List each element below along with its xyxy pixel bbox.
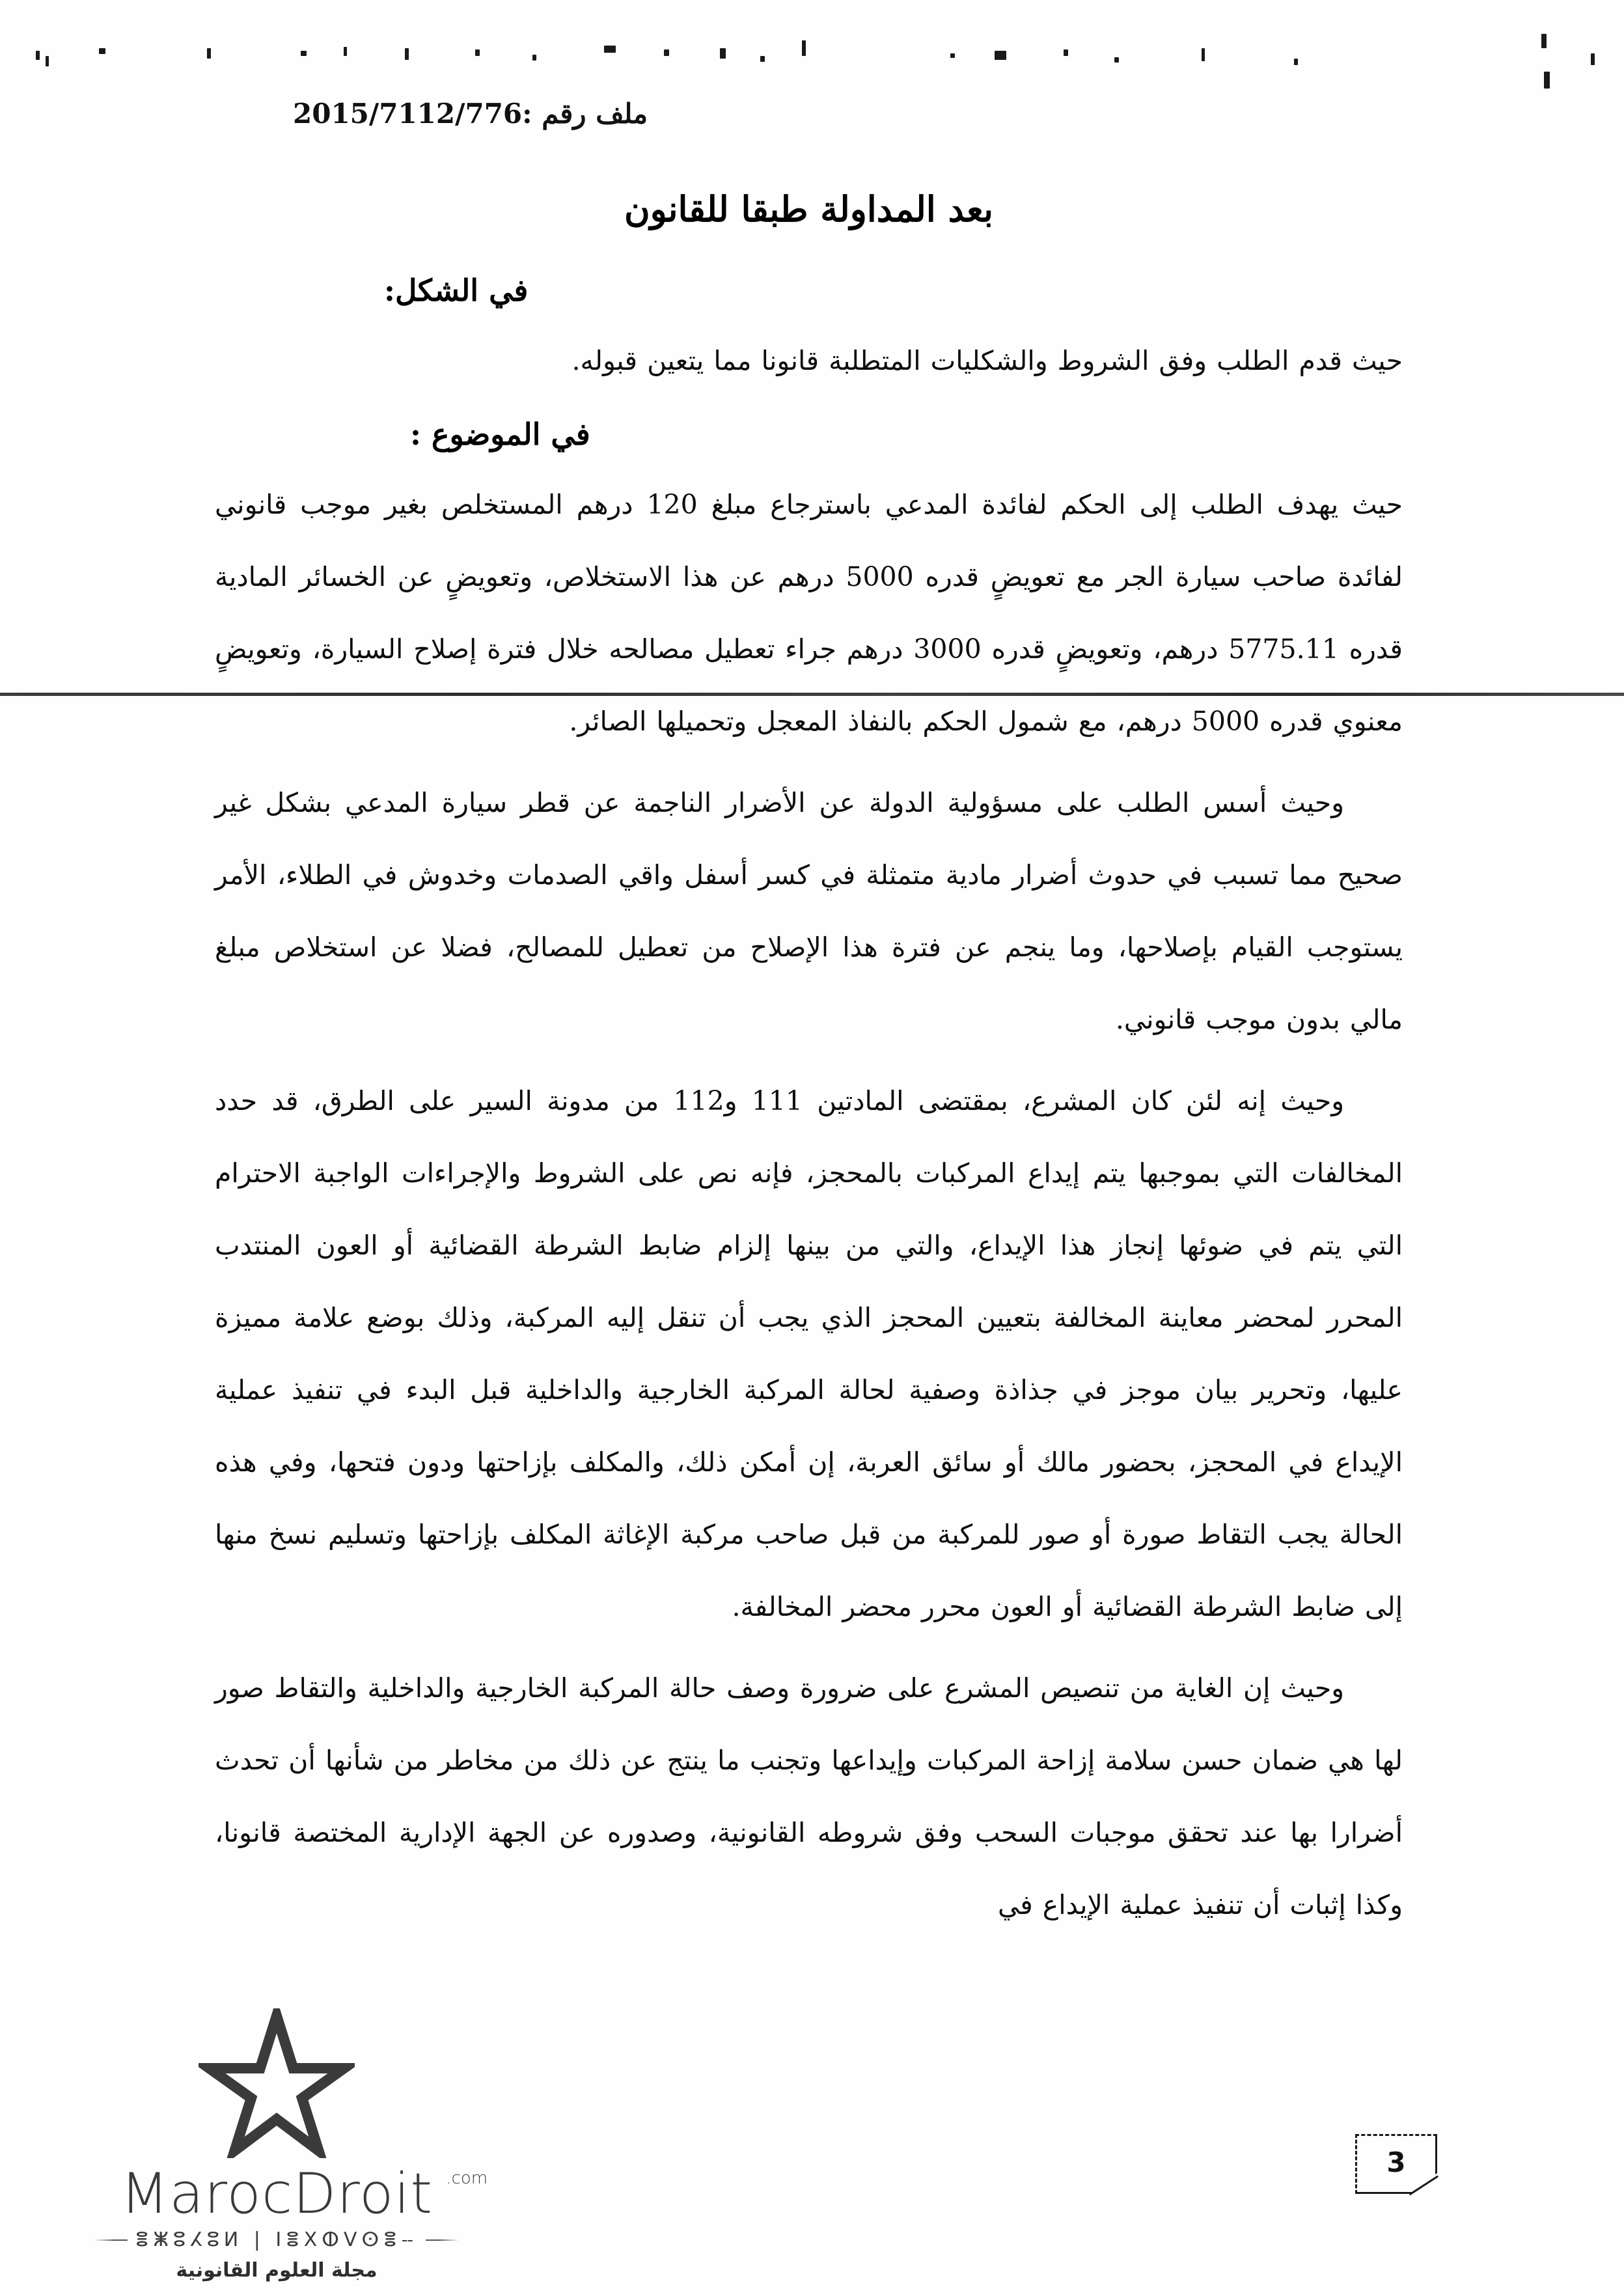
- paragraph-state-liability: وحيث أسس الطلب على مسؤولية الدولة عن الأضرار الناجمة عن قطر سيارة المدعي بشكل غير صحيح مما تسبب في حدوث أضرار مادية متمثلة في كسر أسفل واقي الصدمات وخدوش في الطلاء، الأمر يستوجب القيام بإصلاحها، وما ينجم عن فترة هذا الإصلاح من تعطيل للمصالح، فضلا عن استخلاص مبلغ مالي بدون موجب قانوني.: [215, 787, 1403, 1035]
- section-heading-form: في الشكل:: [384, 273, 529, 308]
- logo-tld-text: .com: [446, 2169, 488, 2188]
- paragraph-form: حيث قدم الطلب وفق الشروط والشكليات المتطلبة قانونا مما يتعين قبوله.: [571, 345, 1403, 376]
- section-heading-subject: في الموضوع :: [410, 417, 590, 452]
- paragraph-purpose: وحيث إن الغاية من تنصيص المشرع على ضرورة وصف حالة المركبة الخارجية والداخلية والتقاط صور لها هي ضمان حسن سلامة إزاحة المركبات وإيداعها وتجنب ما ينتج عن ذلك من مخاطر من شأنها أن تحدث أضرارا بها عند تحقق موجبات السحب وفق شروطه القانونية، وصدوره عن الجهة الإدارية المختصة قانونا، وكذا إثبات أن تنفيذ عملية الإيداع في: [215, 1672, 1403, 1920]
- moroccan-star-icon: [199, 2008, 355, 2158]
- logo-tifinagh-text: ⴻⵥⵓⵃⵓⵍ | ⵏⴻⵝⵀⴸⵙⴻⵧ: [135, 2228, 419, 2251]
- logo-rule-right: [426, 2239, 459, 2241]
- marocdroit-logo: [94, 2008, 488, 2282]
- logo-tifinagh-row: [94, 2228, 459, 2251]
- logo-brand-text: MarocDroit: [120, 2161, 434, 2226]
- page-number-value: 3: [1386, 2146, 1406, 2178]
- logo-rule-left: [94, 2239, 128, 2241]
- paragraph-claim: حيث يهدف الطلب إلى الحكم لفائدة المدعي باسترجاع مبلغ 120 درهم المستخلص بغير موجب قانوني لفائدة صاحب سيارة الجر مع تعويضٍ قدره 5000 درهم عن هذا الاستخلاص، وتعويضٍ عن الخسائر المادية قدره 5775.11 درهم، وتعويضٍ قدره 3000 درهم جراء تعطيل مصالحه خلال فترة إصلاح السيارة، وتعويضٍ معنوي قدره 5000 درهم، مع شمول الحكم بالنفاذ المعجل وتحميلها الصائر.: [215, 489, 1403, 737]
- page-title: بعد المداولة طبقا للقانون: [624, 188, 994, 230]
- logo-tagline: مجلة العلوم القانونية: [176, 2259, 378, 2282]
- file-number: ملف رقم :2015/7112/776: [293, 98, 648, 130]
- page-number-stamp: [1355, 2134, 1437, 2194]
- logo-wordmark: [120, 2161, 488, 2226]
- paragraph-legislation: وحيث إنه لئن كان المشرع، بمقتضى المادتين 111 و112 من مدونة السير على الطرق، قد حدد المخالفات التي بموجبها يتم إيداع المركبات بالمحجز، فإنه نص على الشروط والإجراءات الواجبة الاحترام التي يتم في ضوئها إنجاز هذا الإيداع، والتي من بينها إلزام ضابط الشرطة القضائية أو العون المنتدب المحرر لمحضر معاينة المخالفة بتعيين المحجز الذي يجب أن تنقل إليه المركبة، وذلك بوضع علامة مميزة عليها، وتحرير بيان موجز في جذاذة وصفية لحالة المركبة الخارجية والداخلية قبل البدء في تنفيذ عملية الإيداع في المحجز، بحضور مالك أو سائق العربة، إن أمكن ذلك، والمكلف بإزاحتها ودون فتحها، وفي هذه الحالة يجب التقاط صورة أو صور للمركبة من قبل صاحب مركبة الإغاثة المكلف بإزاحتها وتسليم نسخ منها إلى ضابط الشرطة القضائية أو العون محرر محضر المخالفة.: [215, 1085, 1403, 1622]
